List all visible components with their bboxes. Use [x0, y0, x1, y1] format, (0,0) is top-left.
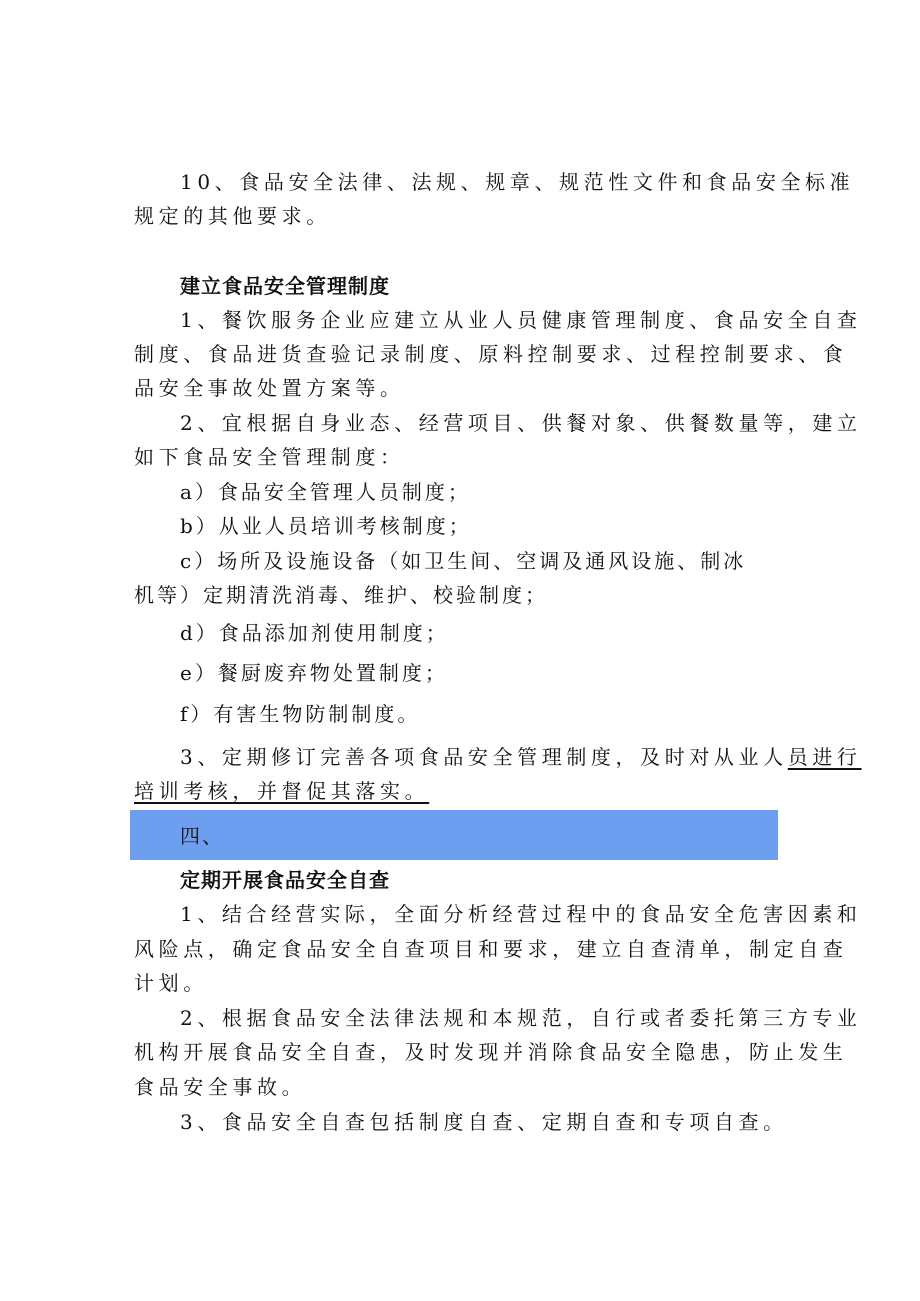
list-item-f: f）有害生物防制制度。: [180, 702, 421, 726]
list-item-b: b）从业人员培训考核制度；: [180, 514, 472, 538]
section-number-label: 四、: [180, 824, 224, 848]
section-highlight-band: [130, 810, 778, 860]
self-check-paragraph-2-line-3: 食品安全事故。: [134, 1075, 307, 1099]
paragraph-1-line-2: 制度、食品进货查验记录制度、原料控制要求、过程控制要求、食: [134, 342, 848, 366]
list-item-d: d）食品添加剂使用制度；: [180, 621, 449, 645]
self-check-paragraph-3-line-1: 3、食品安全自查包括制度自查、定期自查和专项自查。: [180, 1110, 788, 1134]
paragraph-10-line-1: 10、食品安全法律、法规、规章、规范性文件和食品安全标准: [180, 170, 855, 194]
paragraph-2-line-2: 如下食品安全管理制度：: [134, 445, 405, 469]
self-check-paragraph-2-line-2: 机构开展食品安全自查，及时发现并消除食品安全隐患，防止发生: [134, 1040, 848, 1064]
paragraph-3-line-1: [180, 743, 862, 771]
paragraph-2-line-1: 2、宜根据自身业态、经营项目、供餐对象、供餐数量等，建立: [180, 411, 862, 435]
self-check-paragraph-1-line-3: 计划。: [134, 971, 208, 995]
list-item-a: a）食品安全管理人员制度；: [180, 480, 471, 504]
self-check-paragraph-2-line-1: 2、根据食品安全法律法规和本规范，自行或者委托第三方专业: [180, 1006, 862, 1030]
paragraph-1-line-3: 品安全事故处置方案等。: [134, 376, 405, 400]
list-item-c-line-1: c）场所及设施设备（如卫生间、空调及通风设施、制冰: [180, 549, 747, 573]
paragraph-1-line-1: 1、餐饮服务企业应建立从业人员健康管理制度、食品安全自查: [180, 308, 862, 332]
section-heading-build-system: 建立食品安全管理制度: [180, 274, 390, 298]
self-check-paragraph-1-line-1: 1、结合经营实际，全面分析经营过程中的食品安全危害因素和: [180, 902, 862, 926]
self-check-paragraph-1-line-2: 风险点，确定食品安全自查项目和要求，建立自查清单，制定自查: [134, 937, 848, 961]
section-heading-self-check: 定期开展食品安全自查: [180, 868, 390, 892]
paragraph-3-text: 3、定期修订完善各项食品安全管理制度，及时对从业人: [180, 745, 788, 769]
paragraph-10-line-2: 规定的其他要求。: [134, 204, 331, 228]
paragraph-3-line-2: 培训考核，并督促其落实。: [134, 779, 430, 803]
list-item-c-line-2: 机等）定期清洗消毒、维护、校验制度；: [134, 583, 548, 607]
paragraph-3-underlined-text: 员进行: [787, 745, 862, 769]
list-item-e: e）餐厨废弃物处置制度；: [180, 661, 448, 685]
